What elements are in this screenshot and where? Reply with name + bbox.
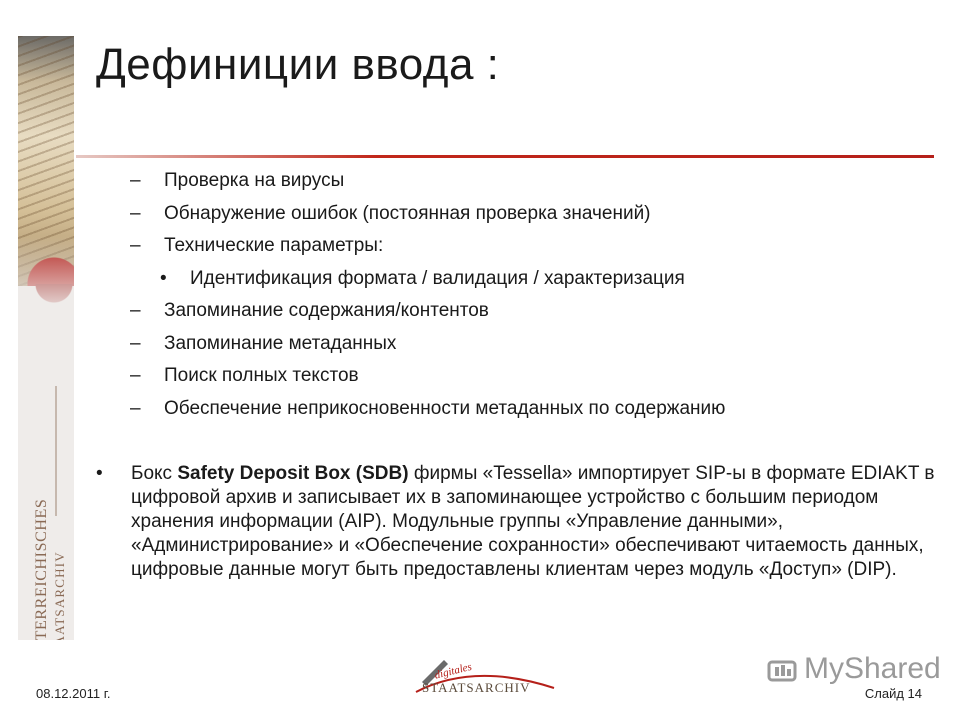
- footer-date: 08.12.2011 г.: [36, 686, 111, 701]
- list-item: [130, 365, 930, 387]
- list-item: [130, 268, 930, 290]
- footer-slide-number: Слайд 14: [864, 686, 922, 701]
- list-item-text: Обеспечение неприкосновенности метаданных по содержанию: [164, 397, 726, 419]
- main-bullet: [96, 462, 936, 582]
- center-logo-script: digitales: [433, 660, 474, 682]
- center-logo-name: STAATSARCHIV: [422, 680, 531, 695]
- main-bullet-prefix: Бокс: [131, 463, 178, 484]
- sub-list: [130, 170, 930, 430]
- list-item-text: Идентификация формата / валидация / характеризация: [190, 267, 685, 289]
- list-item-text: Проверка на вирусы: [164, 170, 345, 191]
- list-marker: –: [130, 365, 141, 386]
- list-item: [130, 203, 930, 225]
- list-item-text: Запоминание метаданных: [164, 332, 397, 354]
- main-bullet-text: [96, 462, 936, 582]
- sidebar-fade: [18, 236, 74, 316]
- list-item-text: Поиск полных текстов: [164, 365, 359, 386]
- list-marker: –: [130, 332, 141, 354]
- list-item-text: Технические параметры:: [164, 235, 384, 256]
- list-item: [130, 333, 930, 355]
- sidebar-decoration: [18, 36, 74, 662]
- list-marker: –: [130, 235, 141, 256]
- slide-title: Дефиниции ввода :: [96, 40, 500, 89]
- logo-line2: STAATSARCHIV: [52, 551, 67, 662]
- bullet-marker: •: [96, 463, 103, 484]
- logo-line1: ÖSTERREICHISCHES: [33, 498, 50, 662]
- list-marker: –: [130, 202, 141, 224]
- list-marker: •: [160, 267, 167, 289]
- list-marker: –: [130, 170, 141, 191]
- main-bullet-bold: Safety Deposit Box (SDB): [177, 463, 409, 484]
- list-item: [130, 398, 930, 420]
- list-marker: –: [130, 300, 141, 321]
- main-bullet-suffix: фирмы «Tessella» импортирует SIP-ы в формате EDIAKT в цифровой архив и записывает их в запоминающее устройство с большим периодом хранения информации (AIP). Модульные группы «Управление данными», «Администрирование» и «Обеспечение сохранности» обеспечивают читаемость данных, цифровые данные могут быть предоставлены клиентам через модуль «Доступ» (DIP).: [131, 463, 935, 580]
- myshared-icon: [766, 656, 800, 690]
- list-item-text: Запоминание содержания/контентов: [164, 300, 489, 321]
- list-item: [130, 170, 930, 192]
- title-divider: [76, 155, 934, 158]
- list-item: [130, 300, 930, 322]
- list-item: [130, 235, 930, 257]
- staatsarchiv-vertical-logo: [26, 366, 70, 662]
- myshared-text: MyShared: [804, 652, 941, 685]
- digitales-staatsarchiv-logo: [404, 652, 564, 702]
- list-marker: –: [130, 397, 141, 419]
- list-item-text: Обнаружение ошибок (постоянная проверка значений): [164, 202, 651, 224]
